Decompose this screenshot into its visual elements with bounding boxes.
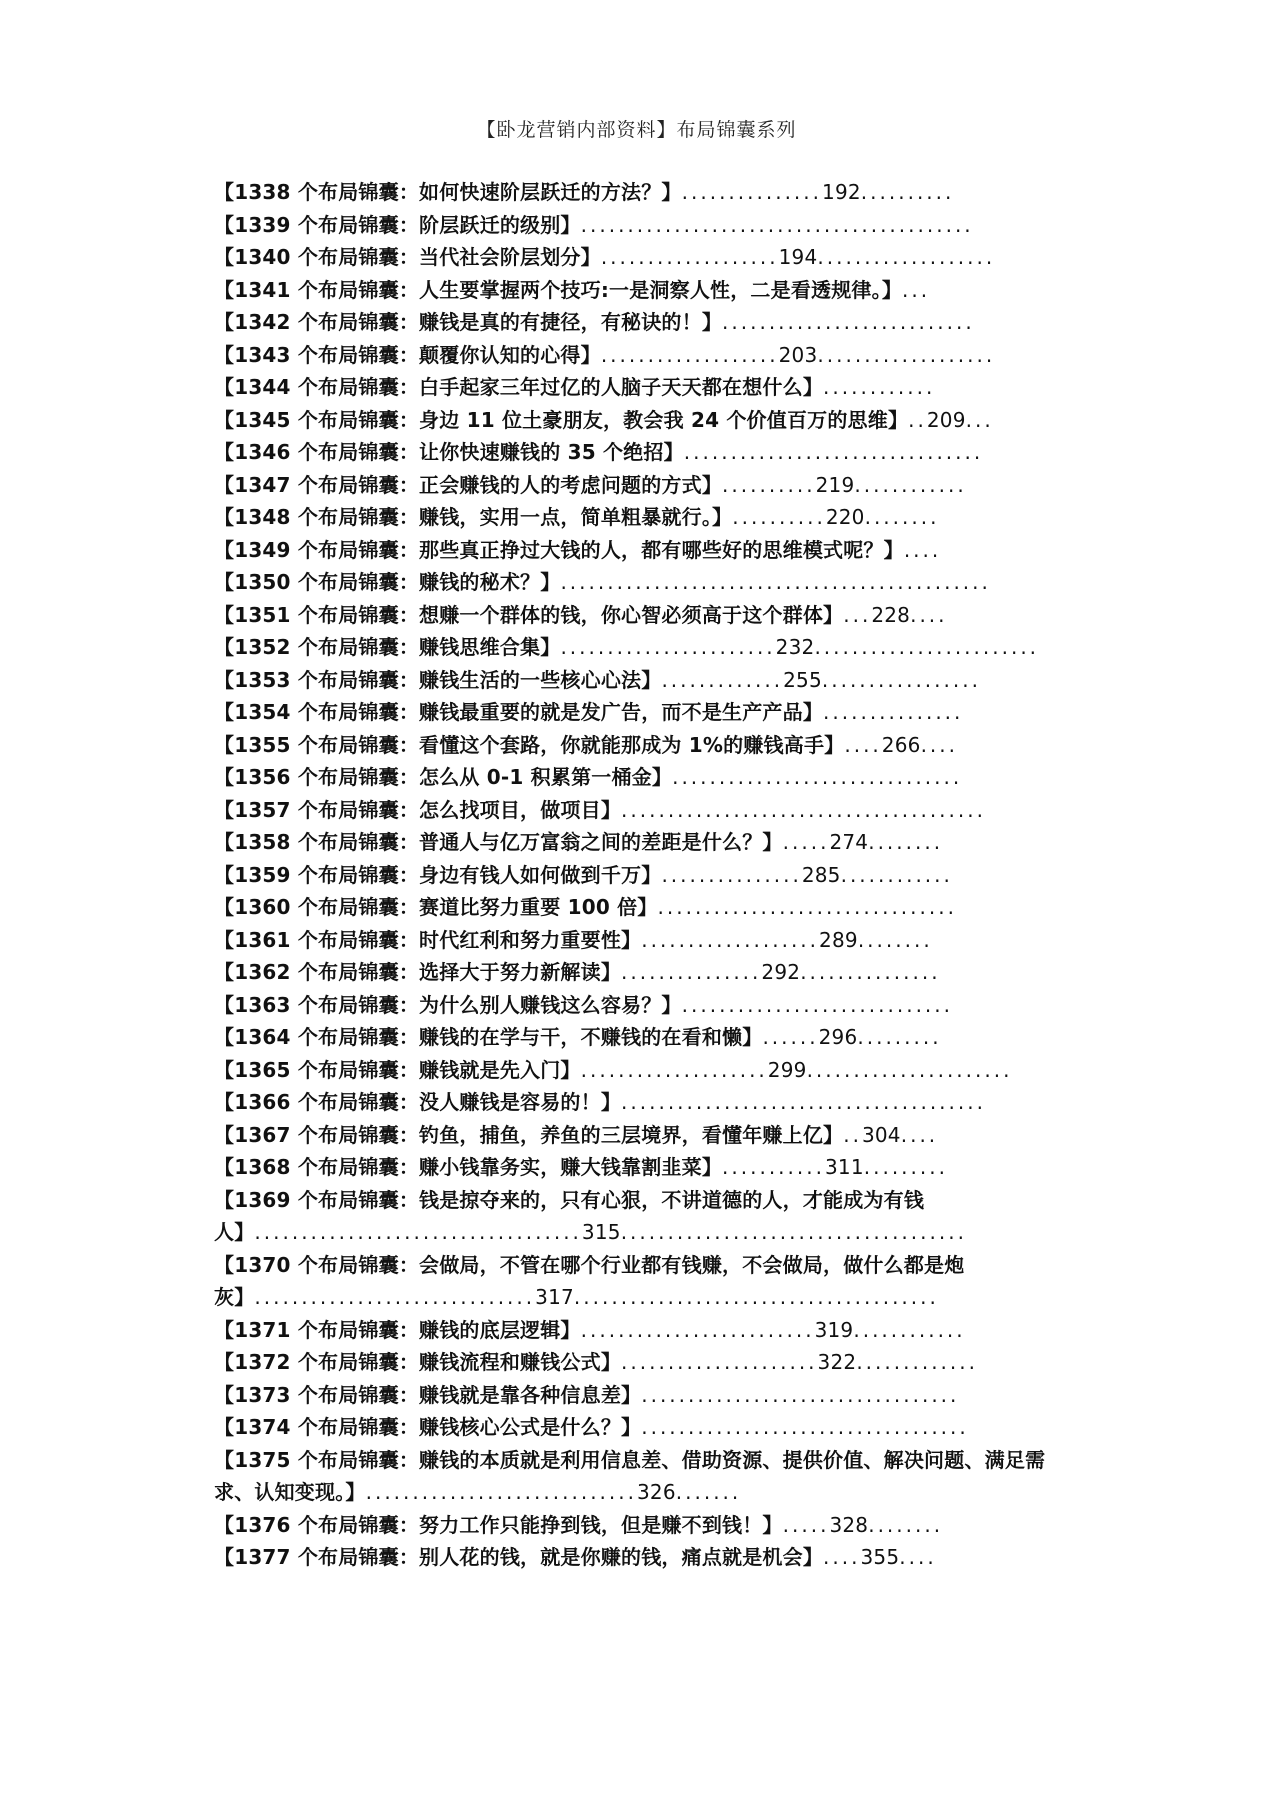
toc-dot-leader: ......... [857, 1025, 942, 1049]
toc-dot-leader: ......................... [580, 1317, 815, 1342]
toc-entry [214, 176, 1054, 209]
toc-dot-leader: ....... [675, 1480, 742, 1504]
toc-dot-leader: ............... [823, 700, 964, 724]
toc-entry [214, 1119, 1054, 1152]
toc-entry [214, 891, 1054, 924]
toc-dot-leader: ............ [853, 1317, 966, 1342]
toc-entry [214, 924, 1054, 957]
toc-entry [214, 631, 1054, 664]
toc-entry [214, 599, 1054, 632]
toc-dot-leader: ............... [661, 862, 802, 887]
toc-entry [214, 794, 1054, 827]
toc-page-number: 317 [535, 1285, 574, 1309]
toc-dot-leader: ................................... [641, 1415, 969, 1439]
toc-page-number: 219 [815, 472, 855, 497]
toc-entry-title: 【1365 个布局锦囊：赚钱就是先入门】 [214, 1057, 581, 1082]
toc-entry [214, 501, 1054, 534]
toc-dot-leader: .... [844, 732, 882, 757]
toc-dot-leader: ................... [817, 245, 996, 269]
toc-entry-title: 【1346 个布局锦囊：让你快速赚钱的 35 个绝招】 [214, 440, 684, 464]
toc-entry-title: 【1360 个布局锦囊：赛道比努力重要 100 倍】 [214, 895, 658, 919]
toc-dot-leader: ............ [823, 375, 936, 399]
toc-entry [214, 241, 1054, 274]
toc-entry [214, 339, 1054, 372]
toc-entry [214, 534, 1054, 567]
toc-entry [214, 371, 1054, 404]
toc-dot-leader: .................................. [641, 1382, 960, 1407]
toc-dot-leader: ........ [868, 1512, 944, 1537]
toc-entry-title: 【1355 个布局锦囊：看懂这个套路，你就能那成为 1%的赚钱高手】 [214, 732, 845, 757]
toc-entry-title: 【1377 个布局锦囊：别人花的钱，就是你赚的钱，痛点就是机会】 [214, 1545, 824, 1569]
toc-dot-leader: .... [900, 1122, 939, 1147]
toc-entry-title: 【1350 个布局锦囊：赚钱的秘术？】 [214, 570, 561, 594]
toc-entry-title: 【1349 个布局锦囊：那些真正挣过大钱的人，都有哪些好的思维模式呢？】 [214, 537, 904, 562]
toc-entry [214, 469, 1054, 502]
toc-entry [214, 826, 1054, 859]
toc-entry [214, 1054, 1054, 1087]
toc-entry-title: 【1342 个布局锦囊：赚钱是真的有捷径，有秘诀的！】 [214, 310, 723, 334]
toc-dot-leader: ............................... [672, 765, 963, 789]
toc-entry [214, 1444, 1054, 1509]
toc-page-number: 255 [783, 667, 822, 692]
toc-dot-leader: ... [965, 407, 994, 432]
toc-entry-title: 【1341 个布局锦囊：人生要掌握两个技巧:一是洞察人性，二是看透规律。】 [214, 277, 903, 302]
toc-entry [214, 1314, 1054, 1347]
toc-page-number: 299 [767, 1057, 807, 1082]
toc-dot-leader: ................................ [683, 440, 984, 464]
toc-dot-leader: ............... [621, 960, 762, 984]
toc-dot-leader: .................... [580, 1057, 768, 1082]
toc-dot-leader: ............ [840, 862, 953, 887]
toc-entry-title: 【1371 个布局锦囊：赚钱的底层逻辑】 [214, 1317, 581, 1342]
toc-entry [214, 729, 1054, 762]
toc-entry-title: 【1376 个布局锦囊：努力工作只能挣到钱，但是赚不到钱！】 [214, 1512, 783, 1537]
toc-dot-leader: ............... [681, 180, 823, 204]
toc-dot-leader: .......... [722, 472, 816, 497]
toc-dot-leader: ................... [817, 342, 996, 367]
toc-page-number: 209 [926, 407, 966, 432]
toc-entry-title: 【1340 个布局锦囊：当代社会阶层划分】 [214, 245, 601, 269]
toc-entry [214, 1184, 1054, 1249]
toc-entry-title: 【1361 个布局锦囊：时代红利和努力重要性】 [214, 927, 642, 952]
toc-dot-leader: ...... [762, 1025, 819, 1049]
toc-dot-leader: ..................... [621, 1350, 818, 1374]
toc-entry-title: 【1343 个布局锦囊：颠覆你认知的心得】 [214, 342, 601, 367]
toc-page-number: 319 [814, 1317, 854, 1342]
toc-dot-leader: ....................................... [621, 797, 986, 822]
toc-dot-leader: ....................... [560, 635, 776, 659]
toc-entry [214, 1411, 1054, 1444]
toc-dot-leader: .......... [860, 180, 955, 204]
toc-entry [214, 404, 1054, 437]
toc-entry-title: 【1357 个布局锦囊：怎么找项目，做项目】 [214, 797, 622, 822]
toc-entry [214, 664, 1054, 697]
toc-dot-leader: ................................ [657, 895, 957, 919]
toc-page-number: 355 [860, 1545, 900, 1569]
toc-entry [214, 566, 1054, 599]
toc-entry-title: 【1363 个布局锦囊：为什么别人赚钱这么容易？】 [214, 992, 682, 1017]
toc-dot-leader: ................................... [254, 1220, 582, 1244]
page-header: 【卧龙营销内部资料】布局锦囊系列 [476, 119, 797, 141]
toc-entry-title: 【1370 个布局锦囊：会做局，不管在哪个行业都有钱赚，不会做局，做什么都是炮灰】 [214, 1252, 965, 1309]
toc-page-number: 220 [825, 505, 865, 529]
toc-page-number: 266 [881, 732, 921, 757]
toc-dot-leader: .......................................... [580, 212, 974, 237]
toc-entry [214, 1249, 1054, 1314]
toc-entry-title: 【1375 个布局锦囊：赚钱的本质就是利用信息差、借助资源、提供价值、解决问题、满足需求、认知变现。】 [214, 1447, 1046, 1504]
toc-entry [214, 1379, 1054, 1412]
toc-dot-leader: .... [903, 537, 942, 562]
toc-entry-title: 【1374 个布局锦囊：赚钱核心公式是什么？】 [214, 1415, 642, 1439]
toc-entry-title: 【1339 个布局锦囊：阶层跃迁的级别】 [214, 212, 581, 237]
toc-entry [214, 761, 1054, 794]
toc-dot-leader: ... [902, 277, 931, 302]
toc-page-number: 322 [817, 1350, 857, 1374]
toc-entry [214, 1346, 1054, 1379]
toc-entry [214, 1151, 1054, 1184]
toc-entry-title: 【1352 个布局锦囊：赚钱思维合集】 [214, 635, 561, 659]
toc-dot-leader: ........ [864, 505, 940, 529]
toc-page-number: 292 [761, 960, 801, 984]
toc-entry [214, 1086, 1054, 1119]
toc-entry-title: 【1364 个布局锦囊：赚钱的在学与干，不赚钱的在看和懒】 [214, 1025, 763, 1049]
toc-dot-leader: ....................................... [621, 1090, 986, 1114]
toc-dot-leader: .......... [732, 505, 826, 529]
toc-dot-leader: ...................... [806, 1057, 1013, 1082]
toc-dot-leader: .... [920, 732, 959, 757]
toc-entry-title: 【1345 个布局锦囊：身边 11 位土豪朋友，教会我 24 个价值百万的思维】 [214, 407, 909, 432]
toc-dot-leader: ............................. [681, 992, 954, 1017]
toc-dot-leader: ................... [600, 245, 779, 269]
toc-dot-leader: ......... [863, 1155, 948, 1179]
toc-page-number: 315 [581, 1220, 621, 1244]
toc-dot-leader: .. [843, 1122, 862, 1147]
toc-entry [214, 696, 1054, 729]
toc-page-number: 311 [824, 1155, 864, 1179]
toc-dot-leader: ..... [782, 1512, 830, 1537]
toc-entry [214, 956, 1054, 989]
toc-page-number: 192 [822, 180, 861, 204]
toc-dot-leader: ................... [600, 342, 779, 367]
toc-dot-leader: ..................................... [620, 1220, 967, 1244]
toc-dot-leader: .. [908, 407, 927, 432]
toc-page-number: 194 [778, 245, 818, 269]
toc-entry [214, 209, 1054, 242]
toc-dot-leader: ........ [857, 927, 933, 952]
toc-entry-title: 【1372 个布局锦囊：赚钱流程和赚钱公式】 [214, 1350, 622, 1374]
toc-entry [214, 859, 1054, 892]
toc-entry [214, 1021, 1054, 1054]
toc-page-number: 304 [861, 1122, 901, 1147]
toc-entry [214, 274, 1054, 307]
toc-dot-leader: ........... [722, 1155, 825, 1179]
toc-page-number: 326 [636, 1480, 676, 1504]
toc-entry-title: 【1373 个布局锦囊：赚钱就是靠各种信息差】 [214, 1382, 642, 1407]
toc-entry-title: 【1351 个布局锦囊：想赚一个群体的钱，你心智必须高于这个群体】 [214, 602, 844, 627]
toc-dot-leader: ................... [641, 927, 820, 952]
toc-entry-title: 【1368 个布局锦囊：赚小钱靠务实，赚大钱靠割韭菜】 [214, 1155, 723, 1179]
toc-dot-leader: ................. [821, 667, 981, 692]
toc-entry [214, 436, 1054, 469]
table-of-contents [214, 176, 1054, 1574]
toc-page-number: 296 [818, 1025, 858, 1049]
toc-page-number: 328 [829, 1512, 869, 1537]
toc-dot-leader: .............................................. [560, 570, 991, 594]
toc-page-number: 274 [829, 830, 869, 854]
toc-dot-leader: .... [910, 602, 948, 627]
toc-entry-title: 【1347 个布局锦囊：正会赚钱的人的考虑问题的方式】 [214, 472, 723, 497]
toc-page-number: 232 [775, 635, 815, 659]
toc-dot-leader: ............ [854, 472, 967, 497]
toc-entry-title: 【1359 个布局锦囊：身边有钱人如何做到千万】 [214, 862, 662, 887]
toc-page-number: 203 [778, 342, 818, 367]
toc-dot-leader: ....................................... [573, 1285, 939, 1309]
toc-entry-title: 【1353 个布局锦囊：赚钱生活的一些核心心法】 [214, 667, 662, 692]
toc-dot-leader: ............... [800, 960, 941, 984]
toc-page-number: 285 [801, 862, 841, 887]
toc-entry [214, 1541, 1054, 1574]
toc-entry-title: 【1338 个布局锦囊：如何快速阶层跃迁的方法？】 [214, 180, 682, 204]
toc-dot-leader: ........ [868, 830, 944, 854]
toc-entry-title: 【1348 个布局锦囊：赚钱，实用一点，简单粗暴就行。】 [214, 505, 733, 529]
toc-dot-leader: ........................... [722, 310, 975, 334]
toc-entry [214, 1509, 1054, 1542]
toc-entry-title: 【1358 个布局锦囊：普通人与亿万富翁之间的差距是什么？】 [214, 830, 783, 854]
toc-dot-leader: ............................. [365, 1480, 637, 1504]
toc-dot-leader: ... [843, 602, 872, 627]
toc-dot-leader: .............................. [254, 1285, 536, 1309]
toc-entry-title: 【1356 个布局锦囊：怎么从 0-1 积累第一桶金】 [214, 765, 673, 789]
toc-entry [214, 989, 1054, 1022]
toc-entry-title: 【1366 个布局锦囊：没人赚钱是容易的！】 [214, 1090, 622, 1114]
toc-entry [214, 306, 1054, 339]
toc-page-number: 228 [871, 602, 911, 627]
toc-dot-leader: ........................ [814, 635, 1040, 659]
toc-entry-title: 【1367 个布局锦囊：钓鱼，捕鱼，养鱼的三层境界，看懂年赚上亿】 [214, 1122, 844, 1147]
toc-dot-leader: .... [823, 1545, 861, 1569]
toc-entry-title: 【1369 个布局锦囊：钱是掠夺来的，只有心狠，不讲道德的人，才能成为有钱人】 [214, 1187, 925, 1244]
toc-entry-title: 【1354 个布局锦囊：赚钱最重要的就是发广告，而不是生产产品】 [214, 700, 824, 724]
toc-entry-title: 【1362 个布局锦囊：选择大于努力新解读】 [214, 960, 622, 984]
toc-dot-leader: ............. [661, 667, 784, 692]
toc-dot-leader: ............. [856, 1350, 978, 1374]
toc-entry-title: 【1344 个布局锦囊：白手起家三年过亿的人脑子天天都在想什么】 [214, 375, 824, 399]
toc-dot-leader: ..... [782, 830, 830, 854]
toc-page-number: 289 [819, 927, 858, 952]
toc-dot-leader: .... [899, 1545, 937, 1569]
